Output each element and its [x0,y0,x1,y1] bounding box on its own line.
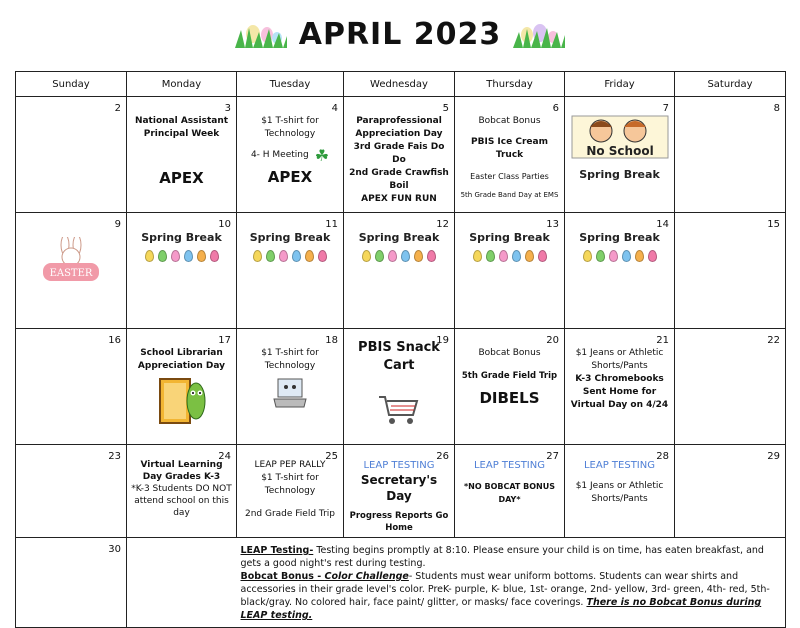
day-cell [127,329,237,445]
event-text: $1 Jeans or Athletic Shorts/Pants [575,348,664,371]
event-text: 2nd Grade Field Trip [244,509,336,519]
page-title: APRIL 2023 [298,16,502,52]
event-text: $1 T-shirt for Technology [261,116,319,139]
day-number: 5 [442,103,449,114]
event-text: 2nd Grade Crawfish Boil [349,168,449,191]
day-number: 24 [218,451,231,462]
day-cell [237,445,344,538]
laptop-icon [270,377,310,411]
easter-egg-icon [210,250,219,262]
event-text: DIBELS [479,389,540,407]
easter-egg-icon [414,250,423,262]
easter-egg-icon [635,250,644,262]
no-school-kids-icon [571,115,669,159]
day-number: 16 [108,335,121,346]
day-number: 17 [218,335,231,346]
day-cell [127,445,237,538]
event-text: Bobcat Bonus [478,348,541,358]
notes-leap-text: Testing begins promptly at 8:10. Please ensure your child is on time, has eaten breakfast, and gets a good night's rest during testing. [240,545,764,569]
event-text: PBIS Ice Cream Truck [471,137,548,160]
event-text: LEAP TESTING [583,460,655,471]
event-text: 3rd Grade Fais Do Do [353,142,445,165]
day-cell [565,213,675,329]
event-text: Spring Break [358,231,440,244]
day-number: 25 [325,451,338,462]
event-text: APEX [267,168,313,186]
easter-egg-icon [427,250,436,262]
day-cell [675,329,786,445]
day-cell [127,97,237,213]
event-text: PBIS Snack Cart [358,340,440,373]
easter-egg-icon [388,250,397,262]
easter-eggs-icon [240,250,340,262]
event-text: Spring Break [249,231,331,244]
easter-egg-icon [538,250,547,262]
day-cell [675,97,786,213]
day-cell [16,538,127,628]
day-number: 8 [773,103,780,114]
day-cell [16,445,127,538]
easter-egg-icon [158,250,167,262]
day-number: 29 [767,451,780,462]
day-number: 28 [656,451,669,462]
easter-sign: EASTER [49,268,93,279]
event-text: LEAP TESTING [473,460,545,471]
day-number: 14 [656,219,669,230]
day-number: 4 [331,103,338,114]
day-number: 2 [114,103,121,114]
easter-egg-icon [279,250,288,262]
notes-bobcat-final: There is no Bobcat Bonus during LEAP testing. [240,597,762,621]
easter-egg-icon [362,250,371,262]
day-cell [455,329,565,445]
event-text: Spring Break [469,231,550,244]
event-text: *NO BOBCAT BONUS DAY* [464,482,555,504]
day-number: 22 [767,335,780,346]
book-worm-icon [152,375,212,427]
event-text: 4- H Meeting [250,150,309,160]
easter-eggs-icon [130,250,233,262]
easter-egg-icon [184,250,193,262]
day-number: 19 [436,335,449,346]
day-number: 12 [436,219,449,230]
event-text: K-3 Chromebooks Sent Home for Virtual Day on 4/24 [570,374,669,410]
easter-egg-icon [318,250,327,262]
weekday-monday: Monday [127,72,237,97]
weekday-header-row [16,72,786,97]
day-number: 21 [656,335,669,346]
day-cell [565,97,675,213]
weekday-wednesday: Wednesday [344,72,455,97]
week-row [16,445,786,538]
day-cell [675,445,786,538]
day-number: 7 [662,103,669,114]
day-number: 3 [224,103,231,114]
event-text: LEAP TESTING [363,460,435,471]
day-cell [344,97,455,213]
easter-egg-icon [499,250,508,262]
notes-bobcat-text: - Students must wear uniform bottoms. Students can wear shirts and accessories in their grade level's color. PreK- purple, K- blue, 1st- orange, 2nd- yellow, 3rd- green, 4th- red, 5th- black/gray. No colored hair, face paint/ glitter, or masks/ face coverings. [240,571,770,608]
event-text: LEAP PEP RALLY [254,460,326,470]
day-cell [565,329,675,445]
week-row [16,213,786,329]
calendar-grid [15,71,786,628]
day-cell [455,97,565,213]
easter-eggs-icon [568,250,671,262]
event-text: Spring Break [141,231,222,244]
day-number: 20 [546,335,559,346]
easter-egg-icon [171,250,180,262]
easter-egg-icon [197,250,206,262]
notes-block [241,544,782,622]
event-text: 5th Grade Band Day at EMS [460,191,559,199]
event-text: Bobcat Bonus [478,116,541,126]
event-text: $1 Jeans or Athletic Shorts/Pants [575,481,664,504]
week-row [16,538,786,628]
day-cell [344,213,455,329]
day-number: 18 [325,335,338,346]
day-cell [455,445,565,538]
easter-egg-icon [596,250,605,262]
weekday-saturday: Saturday [675,72,786,97]
blank-cell [127,538,237,628]
day-number: 15 [767,219,780,230]
day-cell [344,329,455,445]
event-text: Progress Reports Go Home [349,511,449,533]
calendar-header [0,0,800,68]
weekday-thursday: Thursday [455,72,565,97]
weekday-sunday: Sunday [16,72,127,97]
day-number: 27 [546,451,559,462]
event-text: Spring Break [579,168,660,181]
day-cell [16,213,127,329]
event-text: Paraprofessional Appreciation Day [355,116,443,139]
notes-cell [237,538,786,628]
easter-egg-icon [525,250,534,262]
easter-egg-icon [473,250,482,262]
event-text: 5th Grade Field Trip [461,371,558,381]
event-text: Secretary's Day [360,473,438,503]
easter-egg-icon [401,250,410,262]
notes-bobcat-label-2: Color Challenge [324,571,409,582]
day-number: 23 [108,451,121,462]
easter-egg-icon [648,250,657,262]
event-text: $1 T-shirt for Technology [261,473,319,496]
easter-bunny-icon [41,237,101,283]
day-cell [237,213,344,329]
day-number: 11 [325,219,338,230]
day-cell [565,445,675,538]
event-text: *K-3 Students DO NOT attend school on this day [131,484,232,518]
day-number: 10 [218,219,231,230]
day-cell [127,213,237,329]
event-text: National Assistant Principal Week [134,116,229,139]
day-number: 6 [552,103,559,114]
easter-egg-icon [375,250,384,262]
shopping-cart-icon [377,393,421,427]
easter-egg-icon [583,250,592,262]
event-text: Virtual Learning Day Grades K-3 [140,460,223,482]
event-text: $1 T-shirt for Technology [261,348,319,371]
easter-egg-icon [305,250,314,262]
day-cell [237,97,344,213]
day-number: 26 [436,451,449,462]
notes-bobcat-label: Bobcat Bonus - [240,571,325,582]
weekday-tuesday: Tuesday [237,72,344,97]
easter-egg-icon [622,250,631,262]
easter-eggs-icon [458,250,561,262]
event-text: Easter Class Parties [470,172,549,181]
day-cell [344,445,455,538]
day-number: 30 [108,544,121,555]
easter-egg-icon [145,250,154,262]
clover-icon: ☘ [314,146,330,165]
easter-egg-icon [512,250,521,262]
easter-egg-icon [609,250,618,262]
day-cell [237,329,344,445]
easter-egg-icon [253,250,262,262]
day-number: 13 [546,219,559,230]
day-cell [675,213,786,329]
no-school-sign: No School [585,144,654,158]
event-text: APEX [159,169,204,187]
event-text: School Librarian Appreciation Day [137,348,226,371]
easter-grass-eggs-icon [235,20,287,48]
day-cell [16,97,127,213]
event-text: APEX FUN RUN [361,194,437,204]
easter-eggs-icon [347,250,451,262]
day-cell [455,213,565,329]
notes-leap-label: LEAP Testing- [240,545,314,556]
event-text: Spring Break [579,231,660,244]
weekday-friday: Friday [565,72,675,97]
easter-egg-icon [292,250,301,262]
easter-grass-eggs-icon [513,20,565,48]
week-row [16,329,786,445]
day-number: 9 [114,219,121,230]
easter-egg-icon [486,250,495,262]
day-cell [16,329,127,445]
week-row [16,97,786,213]
easter-egg-icon [266,250,275,262]
